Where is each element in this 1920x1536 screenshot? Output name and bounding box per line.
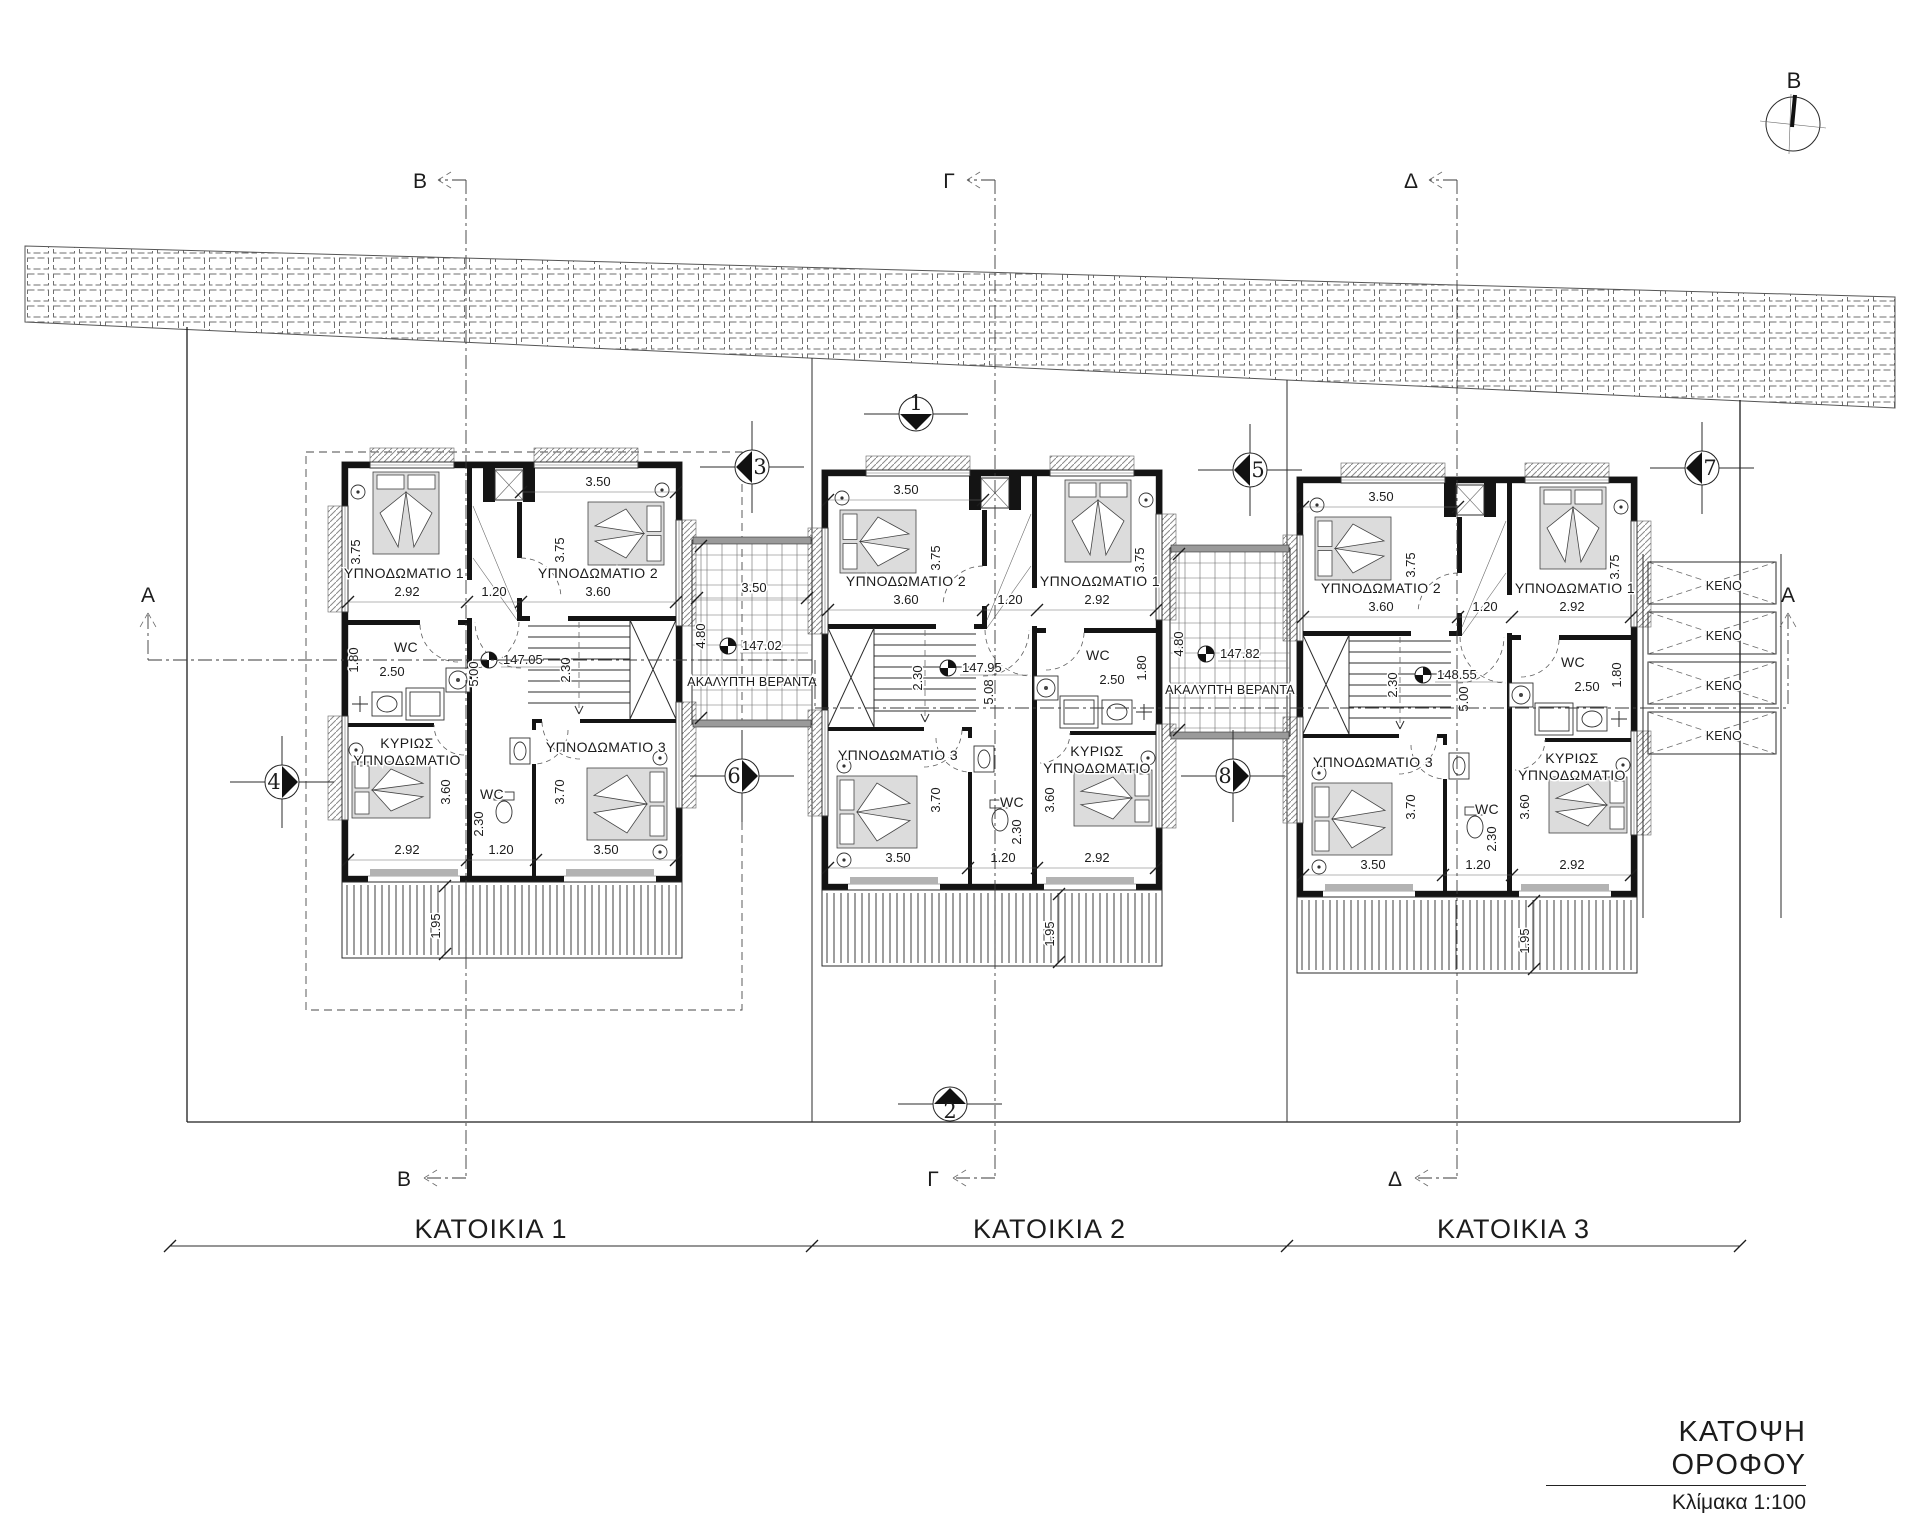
svg-text:2.92: 2.92 (1559, 857, 1585, 872)
section-marker-5 (1198, 424, 1302, 516)
svg-text:4.80: 4.80 (693, 623, 708, 649)
svg-text:147.95: 147.95 (962, 660, 1002, 675)
section-marker-3 (700, 421, 804, 513)
svg-text:2.50: 2.50 (1099, 672, 1125, 687)
svg-text:147.05: 147.05 (503, 652, 543, 667)
svg-text:WC: WC (479, 786, 505, 802)
svg-text:2: 2 (943, 1099, 957, 1123)
svg-text:ΚΕΝΟ: ΚΕΝΟ (1705, 679, 1742, 693)
svg-text:ΚΑΤΟΙΚΙΑ 2: ΚΑΤΟΙΚΙΑ 2 (972, 1214, 1127, 1244)
svg-text:1.95: 1.95 (1517, 928, 1532, 954)
svg-text:ΥΠΝΟΔΩΜΑΤΙΟ 2: ΥΠΝΟΔΩΜΑΤΙΟ 2 (537, 565, 659, 581)
svg-text:1: 1 (909, 391, 923, 415)
svg-text:2.30: 2.30 (558, 657, 573, 683)
veranda-1 (687, 537, 817, 727)
svg-text:1.20: 1.20 (997, 592, 1023, 607)
svg-text:3.75: 3.75 (1403, 552, 1418, 578)
svg-text:2.50: 2.50 (379, 664, 405, 679)
svg-text:5.08: 5.08 (981, 679, 996, 705)
svg-text:8: 8 (1218, 764, 1232, 788)
svg-text:ΥΠΝΟΔΩΜΑΤΙΟ 1: ΥΠΝΟΔΩΜΑΤΙΟ 1 (1039, 573, 1161, 589)
toilet-icon (1467, 816, 1483, 838)
deck-house-1 (342, 880, 682, 960)
svg-text:WC: WC (999, 794, 1025, 810)
house-plan-2 (808, 456, 1176, 890)
svg-text:ΚΥΡΙΩΣ: ΚΥΡΙΩΣ (380, 735, 434, 751)
svg-text:1.95: 1.95 (1042, 921, 1057, 947)
svg-text:2.92: 2.92 (1084, 592, 1110, 607)
svg-text:ΥΠΝΟΔΩΜΑΤΙΟ 3: ΥΠΝΟΔΩΜΑΤΙΟ 3 (1312, 754, 1434, 770)
svg-text:Γ: Γ (927, 1168, 939, 1191)
svg-text:2.92: 2.92 (394, 584, 420, 599)
house-plan-1 (328, 448, 696, 882)
svg-text:147.02: 147.02 (742, 638, 782, 653)
svg-text:ΑΚΑΛΥΠΤΗ ΒΕΡΑΝΤΑ: ΑΚΑΛΥΠΤΗ ΒΕΡΑΝΤΑ (687, 675, 817, 689)
deck-house-2 (822, 888, 1162, 968)
svg-text:3.70: 3.70 (552, 779, 567, 805)
svg-text:A: A (1780, 584, 1796, 607)
svg-text:1.20: 1.20 (1465, 857, 1491, 872)
drawing-title: ΚΑΤΟΨΗ ΟΡΟΦΟΥ (1546, 1416, 1806, 1486)
svg-text:ΥΠΝΟΔΩΜΑΤΙΟ: ΥΠΝΟΔΩΜΑΤΙΟ (1043, 760, 1151, 776)
toilet-icon (496, 801, 512, 823)
section-marker-7 (1650, 422, 1754, 514)
svg-text:2.30: 2.30 (471, 811, 486, 837)
svg-text:2.50: 2.50 (1574, 679, 1600, 694)
svg-text:3.75: 3.75 (928, 545, 943, 571)
svg-text:5.00: 5.00 (1456, 686, 1471, 712)
svg-text:1.20: 1.20 (990, 850, 1016, 865)
deck-house-3 (1297, 895, 1637, 975)
svg-text:ΥΠΝΟΔΩΜΑΤΙΟ 2: ΥΠΝΟΔΩΜΑΤΙΟ 2 (1320, 580, 1442, 596)
svg-text:3.50: 3.50 (1368, 489, 1394, 504)
svg-text:ΥΠΝΟΔΩΜΑΤΙΟ 3: ΥΠΝΟΔΩΜΑΤΙΟ 3 (837, 747, 959, 763)
svg-text:3: 3 (753, 455, 767, 479)
svg-text:ΥΠΝΟΔΩΜΑΤΙΟ: ΥΠΝΟΔΩΜΑΤΙΟ (353, 752, 461, 768)
svg-text:3.50: 3.50 (741, 580, 767, 595)
svg-text:3.60: 3.60 (585, 584, 611, 599)
svg-text:3.50: 3.50 (885, 850, 911, 865)
svg-text:WC: WC (1560, 654, 1586, 670)
toilet-icon (992, 809, 1008, 831)
svg-text:1.20: 1.20 (1472, 599, 1498, 614)
svg-text:7: 7 (1703, 456, 1717, 480)
svg-text:WC: WC (1474, 801, 1500, 817)
svg-text:ΥΠΝΟΔΩΜΑΤΙΟ 3: ΥΠΝΟΔΩΜΑΤΙΟ 3 (545, 739, 667, 755)
sink-icon (1582, 711, 1602, 727)
svg-text:2.92: 2.92 (394, 842, 420, 857)
svg-text:WC: WC (393, 639, 419, 655)
svg-text:Δ: Δ (1387, 1168, 1403, 1191)
svg-text:ΚΕΝΟ: ΚΕΝΟ (1705, 729, 1742, 743)
svg-text:3.70: 3.70 (928, 787, 943, 813)
svg-text:B: B (396, 1168, 412, 1191)
svg-text:B: B (412, 170, 428, 193)
svg-text:ΥΠΝΟΔΩΜΑΤΙΟ 2: ΥΠΝΟΔΩΜΑΤΙΟ 2 (845, 573, 967, 589)
svg-text:1.80: 1.80 (1134, 655, 1149, 681)
svg-text:1.20: 1.20 (481, 584, 507, 599)
svg-text:3.70: 3.70 (1403, 794, 1418, 820)
svg-text:3.75: 3.75 (348, 539, 363, 565)
svg-text:6: 6 (727, 764, 741, 788)
svg-text:ΚΕΝΟ: ΚΕΝΟ (1705, 629, 1742, 643)
north-indicator (1760, 68, 1826, 154)
section-marker-6 (690, 730, 794, 822)
svg-text:5.00: 5.00 (466, 661, 481, 687)
svg-text:ΚΑΤΟΙΚΙΑ 1: ΚΑΤΟΙΚΙΑ 1 (414, 1214, 568, 1244)
section-marker-4 (230, 736, 334, 828)
svg-text:ΚΥΡΙΩΣ: ΚΥΡΙΩΣ (1070, 743, 1124, 759)
svg-text:3.60: 3.60 (1368, 599, 1394, 614)
svg-text:3.75: 3.75 (1607, 554, 1622, 580)
svg-text:ΥΠΝΟΔΩΜΑΤΙΟ 1: ΥΠΝΟΔΩΜΑΤΙΟ 1 (1514, 580, 1636, 596)
svg-text:B: B (1786, 68, 1802, 93)
svg-text:4.80: 4.80 (1171, 631, 1186, 657)
house-plan-3 (1283, 463, 1651, 897)
svg-text:3.75: 3.75 (552, 537, 567, 563)
sink-icon (1107, 704, 1127, 720)
svg-text:2.30: 2.30 (910, 665, 925, 691)
title-block (1546, 1416, 1806, 1515)
svg-text:ΑΚΑΛΥΠΤΗ ΒΕΡΑΝΤΑ: ΑΚΑΛΥΠΤΗ ΒΕΡΑΝΤΑ (1165, 683, 1295, 697)
house-labels (164, 1214, 1746, 1252)
svg-text:ΚΑΤΟΙΚΙΑ 3: ΚΑΤΟΙΚΙΑ 3 (1436, 1214, 1591, 1244)
svg-text:WC: WC (1085, 647, 1111, 663)
svg-text:3.75: 3.75 (1132, 547, 1147, 573)
section-marker-2 (898, 1087, 1002, 1123)
section-marker-8 (1181, 730, 1285, 822)
svg-text:ΚΕΝΟ: ΚΕΝΟ (1705, 579, 1742, 593)
veranda-2 (1165, 545, 1295, 739)
void-panels (1643, 554, 1781, 918)
svg-text:2.30: 2.30 (1009, 819, 1024, 845)
svg-text:Δ: Δ (1403, 170, 1419, 193)
svg-text:2.92: 2.92 (1084, 850, 1110, 865)
svg-text:Γ: Γ (943, 170, 955, 193)
svg-text:148.55: 148.55 (1437, 667, 1477, 682)
svg-text:147.82: 147.82 (1220, 646, 1260, 661)
svg-text:5: 5 (1251, 458, 1265, 482)
svg-text:1.80: 1.80 (346, 647, 361, 673)
svg-text:ΚΥΡΙΩΣ: ΚΥΡΙΩΣ (1545, 750, 1599, 766)
svg-text:3.50: 3.50 (585, 474, 611, 489)
svg-text:3.60: 3.60 (893, 592, 919, 607)
svg-text:3.60: 3.60 (1042, 787, 1057, 813)
svg-text:1.95: 1.95 (428, 913, 443, 939)
svg-text:2.30: 2.30 (1484, 826, 1499, 852)
section-marker-1 (864, 391, 968, 431)
svg-text:4: 4 (267, 770, 281, 794)
drawing-scale: Κλίμακα 1:100 (1671, 1491, 1806, 1514)
svg-text:2.30: 2.30 (1385, 672, 1400, 698)
svg-text:1.80: 1.80 (1609, 662, 1624, 688)
svg-text:3.60: 3.60 (438, 779, 453, 805)
svg-text:A: A (140, 584, 156, 607)
svg-text:3.50: 3.50 (1360, 857, 1386, 872)
svg-text:ΥΠΝΟΔΩΜΑΤΙΟ 1: ΥΠΝΟΔΩΜΑΤΙΟ 1 (343, 565, 465, 581)
svg-text:1.20: 1.20 (488, 842, 514, 857)
svg-text:ΥΠΝΟΔΩΜΑΤΙΟ: ΥΠΝΟΔΩΜΑΤΙΟ (1518, 767, 1626, 783)
boundary-wall-strip (25, 246, 1895, 408)
svg-text:3.50: 3.50 (593, 842, 619, 857)
sink-icon (377, 696, 397, 712)
svg-text:3.50: 3.50 (893, 482, 919, 497)
svg-text:2.92: 2.92 (1559, 599, 1585, 614)
svg-text:3.60: 3.60 (1517, 794, 1532, 820)
